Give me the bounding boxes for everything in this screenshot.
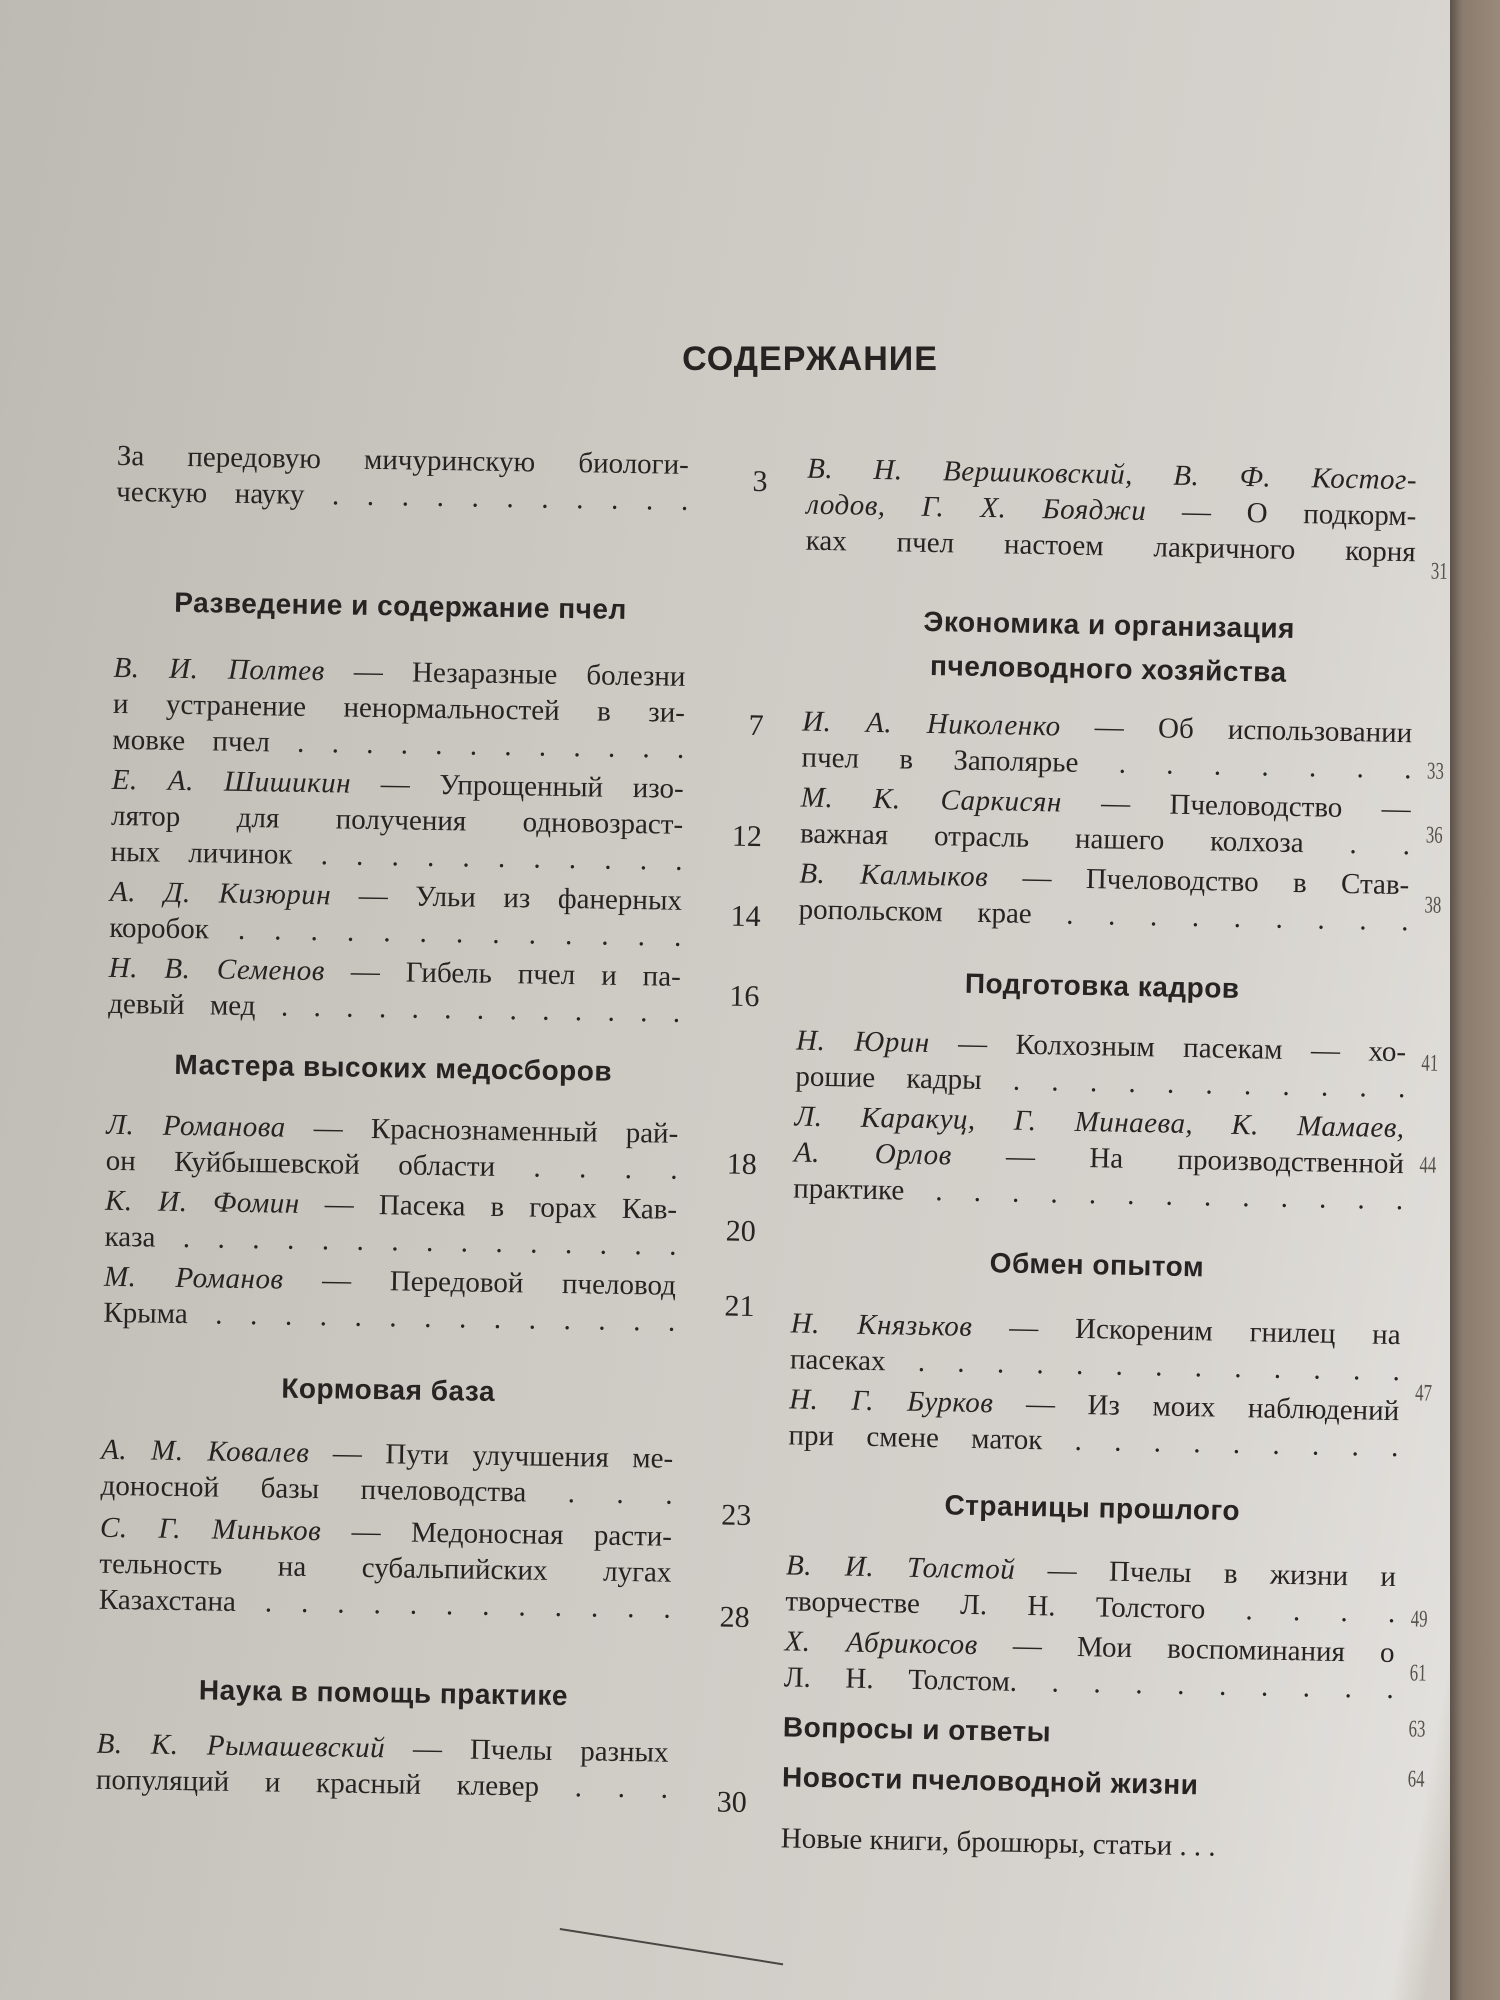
page-number: 28 (719, 1600, 750, 1634)
toc-entry[interactable] (105, 1107, 678, 1188)
entry-title-text: — Ульи из фанерных (330, 879, 683, 917)
entry-author: И. А. Николенко (801, 705, 1061, 743)
entry-title-text: тельность на субальпийских лугах (99, 1547, 672, 1589)
entry-line (99, 1582, 671, 1627)
entry-author: В. К. Рымашевский (96, 1727, 386, 1765)
book-spine-shadow (1450, 0, 1500, 2000)
page-number: 36 (1425, 822, 1443, 849)
entry-title-text: — Об использовании (1060, 710, 1413, 750)
entry-author: А. М. Ковалев (100, 1433, 310, 1470)
entry-title-text: ческую науку . . . . . . . . . . . (116, 475, 689, 517)
entry-title-text: важная отрасль нашего колхоза . . (799, 817, 1411, 862)
entry-title-text: пасеках . . . . . . . . . . . . . (789, 1343, 1401, 1388)
page-number: 30 (716, 1785, 748, 1819)
page-number: 12 (731, 819, 763, 854)
toc-entry[interactable] (103, 1259, 676, 1340)
entry-title-text: каза . . . . . . . . . . . . . . . (104, 1220, 677, 1262)
section-heading: Кормовая база (281, 1372, 496, 1407)
entry-author: В. И. Толстой (785, 1549, 1016, 1586)
toc-entry[interactable] (800, 780, 1411, 864)
entry-title-text: при смене маток . . . . . . . . . (788, 1419, 1399, 1464)
entry-author: К. И. Фомин (104, 1184, 300, 1220)
toc-entry[interactable] (785, 1547, 1396, 1631)
entry-title-text: мовке пчел . . . . . . . . . . . . (112, 723, 685, 765)
entry-line (108, 986, 680, 1031)
toc-entry[interactable] (110, 762, 684, 879)
page-number: 23 (721, 1498, 752, 1532)
entry-title-text: Л. Н. Толстом. . . . . . . . . . (783, 1661, 1395, 1706)
entry-title-text: доносной базы пчеловодства . . . (100, 1469, 673, 1511)
page-number: 31 (1430, 558, 1448, 585)
toc-entry[interactable] (108, 950, 681, 1031)
entry-title-text: За передовую мичуринскую биологи- (116, 439, 690, 481)
page-number: 3 (752, 464, 768, 499)
entry-author: М. К. Саркисян (800, 781, 1063, 819)
entry-line (116, 474, 688, 519)
toc-entry[interactable] (112, 650, 686, 767)
entry-title-text: — Пути улучшения ме- (309, 1437, 674, 1475)
entry-title-text: он Куйбышевской области . . . . (105, 1144, 678, 1186)
toc-entry[interactable] (116, 438, 689, 519)
toc-entry[interactable] (96, 1726, 669, 1807)
entry-author: С. Г. Миньков (99, 1511, 322, 1548)
entry-line (110, 834, 682, 879)
entry-author: Е. А. Шишикин (111, 763, 352, 800)
toc-entry[interactable] (805, 451, 1417, 571)
entry-title-text: практике . . . . . . . . . . . . . (793, 1172, 1404, 1217)
page-number: 7 (748, 708, 764, 743)
toc-entry[interactable] (790, 1305, 1401, 1389)
entry-title-text: — На производственной (951, 1139, 1405, 1181)
entry-title-text: девый мед . . . . . . . . . . . . . (107, 987, 681, 1029)
entry-title-text: — Мои воспоминания о (977, 1629, 1395, 1670)
toc-entry[interactable] (784, 1623, 1395, 1707)
entry-author: Н. Юрин (795, 1024, 930, 1060)
section-heading-line: пчеловодного хозяйства (929, 649, 1287, 688)
entry-title-text: — Из моих наблюдений (993, 1387, 1400, 1428)
entry-title-text: — Искореним гнилец на (972, 1310, 1401, 1352)
entry-title-text: Казахстана . . . . . . . . . . . . (98, 1583, 672, 1625)
entry-author: А. Орлов (793, 1136, 953, 1172)
toc-section-entry[interactable]: Вопросы и ответы (782, 1711, 1052, 1748)
page-number: 61 (1409, 1660, 1427, 1687)
entry-author: М. Романов (103, 1260, 284, 1296)
entry-title-text: творчестве Л. Н. Толстого . . . . (785, 1585, 1396, 1630)
section-heading: Наука в помощь практике (198, 1674, 569, 1712)
page-number: 14 (730, 899, 761, 934)
page-number: 16 (729, 979, 760, 1014)
page-number: 21 (724, 1289, 755, 1324)
page-number: 63 (1408, 1716, 1426, 1743)
entry-title-text: — Пчелы разных (384, 1732, 669, 1769)
section-heading: Подготовка кадров (964, 967, 1240, 1004)
toc-entry[interactable] (801, 704, 1412, 788)
entry-title-text: ных личинок . . . . . . . . . . . (110, 835, 683, 877)
section-heading-line: Экономика и организация (923, 605, 1296, 644)
entry-title-text: — Медоносная расти- (320, 1515, 673, 1553)
entry-title-text: — Пасека в горах Кав- (299, 1187, 678, 1226)
entry-author: Н. Г. Бурков (788, 1383, 994, 1420)
page-number: 64 (1407, 1766, 1425, 1793)
page-number: 41 (1421, 1050, 1439, 1077)
entry-author: В. И. Полтев (113, 651, 325, 688)
entry-title-text: коробок . . . . . . . . . . . . . (109, 911, 682, 953)
entry-title-text: ропольском крае . . . . . . . . . (798, 893, 1409, 938)
toc-section-entry[interactable]: Новости пчеловодной жизни (781, 1761, 1199, 1801)
entry-title-text: — Колхозным пасекам — хо- (929, 1027, 1407, 1069)
entry-author: Х. Абрикосов (784, 1625, 979, 1662)
page-number: 49 (1410, 1606, 1428, 1633)
toc-entry[interactable] (99, 1510, 673, 1627)
page-number: 44 (1419, 1152, 1437, 1179)
entry-author: В. Н. Вершиковский, В. Ф. Костог- (806, 452, 1418, 497)
entry-title-text: лятор для получения одновозраст- (110, 799, 684, 841)
entry-title-text: — О подкорм- (1146, 495, 1417, 533)
section-heading: Обмен опытом (989, 1247, 1205, 1283)
entry-line (109, 910, 681, 955)
page-number: 47 (1414, 1380, 1433, 1407)
entry-title-text: — Пчеловодство — (1061, 786, 1412, 826)
toc-entry[interactable]: Новые книги, брошюры, статьи . . . (780, 1822, 1217, 1863)
entry-title-text: и устранение ненормальностей в зи- (112, 687, 686, 729)
entry-line (103, 1295, 675, 1340)
section-heading (803, 598, 1415, 698)
page-number: 20 (725, 1214, 757, 1249)
entry-author: Н. В. Семенов (108, 951, 326, 988)
page-number: 33 (1426, 758, 1445, 785)
page-number: 18 (726, 1147, 758, 1182)
section-heading: Разведение и содержание пчел (174, 586, 628, 625)
toc-entry[interactable] (795, 1022, 1406, 1106)
entry-title-text: популяций и красный клевер . . . (95, 1763, 669, 1805)
toc-entry[interactable] (100, 1432, 673, 1513)
entry-title-text: — Пчелы в жизни и (1014, 1553, 1397, 1594)
section-heading: Страницы прошлого (944, 1489, 1241, 1527)
section-heading: Мастера высоких медосборов (174, 1048, 613, 1087)
entry-title-text: рошие кадры . . . . . . . . . . . (795, 1060, 1406, 1105)
entry-title-text: пчел в Заполярье . . . . . . . (801, 741, 1412, 786)
entry-author: Л. Романова (106, 1108, 286, 1144)
entry-author: Н. Князьков (790, 1307, 973, 1343)
entry-title-text: — Упрощенный изо- (350, 767, 684, 805)
entry-line (112, 722, 684, 767)
entry-title-text: Крыма . . . . . . . . . . . . . . (103, 1296, 676, 1338)
entry-author: В. Калмыков (799, 857, 989, 894)
toc-entry[interactable] (793, 1098, 1405, 1218)
toc-entry[interactable] (109, 874, 682, 955)
entry-author: А. Д. Кизюрин (109, 875, 332, 912)
entry-author: Л. Каракуц, Г. Минаева, К. Мамаев, (794, 1100, 1405, 1145)
footer-rule (560, 1928, 784, 1965)
entry-title-text: — Незаразные болезни (324, 655, 686, 693)
entry-title-text: — Краснознаменный рай- (285, 1111, 679, 1150)
entry-line (104, 1219, 676, 1264)
entry-author: лодов, Г. Х. Бояджи (806, 488, 1147, 528)
entry-title-text: — Пчеловодство в Став- (987, 861, 1410, 902)
entry-line (100, 1468, 672, 1513)
toc-entry[interactable] (788, 1381, 1399, 1465)
toc-entry[interactable] (104, 1183, 677, 1264)
entry-title-text: — Гибель пчел и па- (324, 955, 682, 993)
entry-line (96, 1762, 668, 1807)
page-number: 38 (1424, 892, 1442, 919)
toc-entry[interactable] (798, 856, 1409, 940)
entry-title-text: ках пчел настоем лакричного корня (805, 524, 1416, 569)
entry-title-text: — Передовой пчеловод (283, 1263, 677, 1302)
page-title: СОДЕРЖАНИЕ (682, 340, 938, 378)
entry-line (105, 1143, 677, 1188)
